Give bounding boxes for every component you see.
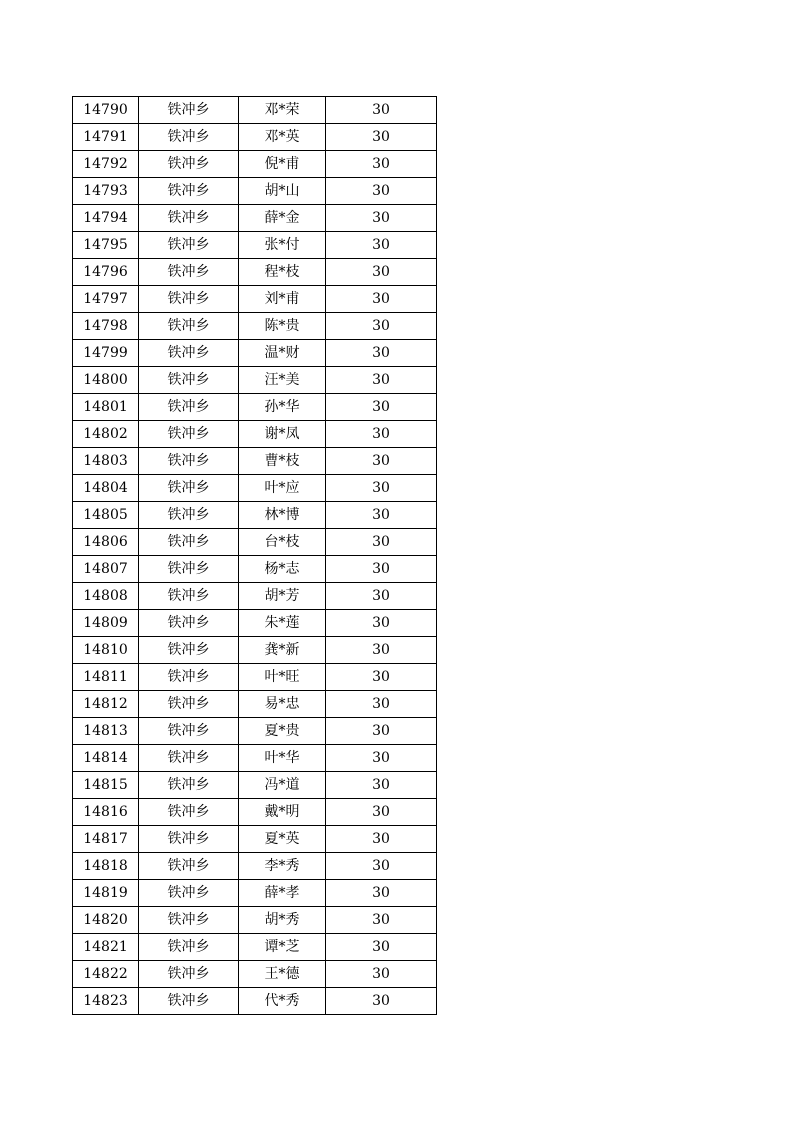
table-row: [73, 799, 437, 826]
cell-amount: 30: [326, 907, 437, 934]
cell-id: 14808: [73, 583, 139, 610]
table-row: [73, 556, 437, 583]
cell-id: 14801: [73, 394, 139, 421]
table-row: [73, 988, 437, 1015]
table-row: [73, 637, 437, 664]
cell-amount: 30: [326, 826, 437, 853]
cell-name: 王*德: [239, 961, 326, 988]
table-row: [73, 664, 437, 691]
cell-name: 杨*志: [239, 556, 326, 583]
cell-id: 14811: [73, 664, 139, 691]
table-body: [73, 97, 437, 1015]
cell-town: 铁冲乡: [139, 340, 239, 367]
cell-id: 14822: [73, 961, 139, 988]
table-row: [73, 772, 437, 799]
cell-id: 14815: [73, 772, 139, 799]
table-row: [73, 151, 437, 178]
cell-town: 铁冲乡: [139, 313, 239, 340]
cell-amount: 30: [326, 934, 437, 961]
cell-id: 14819: [73, 880, 139, 907]
table-row: [73, 286, 437, 313]
cell-name: 张*付: [239, 232, 326, 259]
cell-name: 叶*华: [239, 745, 326, 772]
cell-town: 铁冲乡: [139, 394, 239, 421]
cell-town: 铁冲乡: [139, 799, 239, 826]
table-row: [73, 880, 437, 907]
cell-name: 朱*莲: [239, 610, 326, 637]
table-row: [73, 745, 437, 772]
cell-amount: 30: [326, 178, 437, 205]
cell-id: 14800: [73, 367, 139, 394]
cell-town: 铁冲乡: [139, 124, 239, 151]
cell-amount: 30: [326, 97, 437, 124]
cell-name: 冯*道: [239, 772, 326, 799]
cell-id: 14796: [73, 259, 139, 286]
cell-town: 铁冲乡: [139, 178, 239, 205]
cell-id: 14813: [73, 718, 139, 745]
cell-town: 铁冲乡: [139, 718, 239, 745]
table-row: [73, 718, 437, 745]
table-row: [73, 421, 437, 448]
cell-name: 曹*枝: [239, 448, 326, 475]
cell-name: 戴*明: [239, 799, 326, 826]
cell-amount: 30: [326, 880, 437, 907]
cell-town: 铁冲乡: [139, 367, 239, 394]
cell-id: 14818: [73, 853, 139, 880]
cell-id: 14810: [73, 637, 139, 664]
cell-amount: 30: [326, 799, 437, 826]
table-row: [73, 232, 437, 259]
cell-name: 汪*美: [239, 367, 326, 394]
cell-id: 14805: [73, 502, 139, 529]
cell-id: 14821: [73, 934, 139, 961]
cell-amount: 30: [326, 205, 437, 232]
cell-id: 14803: [73, 448, 139, 475]
table-row: [73, 502, 437, 529]
cell-name: 倪*甫: [239, 151, 326, 178]
table-row: [73, 529, 437, 556]
cell-name: 谭*芝: [239, 934, 326, 961]
cell-id: 14797: [73, 286, 139, 313]
cell-town: 铁冲乡: [139, 205, 239, 232]
table-row: [73, 583, 437, 610]
cell-name: 孙*华: [239, 394, 326, 421]
cell-amount: 30: [326, 394, 437, 421]
cell-town: 铁冲乡: [139, 259, 239, 286]
cell-town: 铁冲乡: [139, 286, 239, 313]
cell-name: 陈*贵: [239, 313, 326, 340]
cell-id: 14793: [73, 178, 139, 205]
cell-amount: 30: [326, 556, 437, 583]
cell-name: 易*忠: [239, 691, 326, 718]
cell-town: 铁冲乡: [139, 880, 239, 907]
cell-town: 铁冲乡: [139, 502, 239, 529]
table-row: [73, 961, 437, 988]
cell-town: 铁冲乡: [139, 826, 239, 853]
cell-id: 14798: [73, 313, 139, 340]
cell-id: 14795: [73, 232, 139, 259]
cell-id: 14790: [73, 97, 139, 124]
cell-id: 14804: [73, 475, 139, 502]
cell-id: 14806: [73, 529, 139, 556]
table-row: [73, 205, 437, 232]
cell-town: 铁冲乡: [139, 232, 239, 259]
table-row: [73, 826, 437, 853]
cell-id: 14792: [73, 151, 139, 178]
table-row: [73, 691, 437, 718]
table-row: [73, 367, 437, 394]
cell-id: 14816: [73, 799, 139, 826]
cell-amount: 30: [326, 151, 437, 178]
cell-town: 铁冲乡: [139, 556, 239, 583]
cell-id: 14823: [73, 988, 139, 1015]
table-row: [73, 178, 437, 205]
cell-amount: 30: [326, 853, 437, 880]
table-row: [73, 394, 437, 421]
cell-id: 14794: [73, 205, 139, 232]
table-row: [73, 124, 437, 151]
cell-town: 铁冲乡: [139, 691, 239, 718]
cell-amount: 30: [326, 448, 437, 475]
table-row: [73, 97, 437, 124]
cell-amount: 30: [326, 502, 437, 529]
cell-name: 夏*贵: [239, 718, 326, 745]
cell-town: 铁冲乡: [139, 772, 239, 799]
cell-amount: 30: [326, 286, 437, 313]
cell-amount: 30: [326, 232, 437, 259]
cell-amount: 30: [326, 421, 437, 448]
cell-name: 台*枝: [239, 529, 326, 556]
cell-town: 铁冲乡: [139, 97, 239, 124]
cell-name: 温*财: [239, 340, 326, 367]
cell-amount: 30: [326, 637, 437, 664]
cell-name: 龚*新: [239, 637, 326, 664]
cell-town: 铁冲乡: [139, 637, 239, 664]
cell-town: 铁冲乡: [139, 907, 239, 934]
cell-amount: 30: [326, 475, 437, 502]
cell-amount: 30: [326, 583, 437, 610]
cell-town: 铁冲乡: [139, 745, 239, 772]
cell-town: 铁冲乡: [139, 988, 239, 1015]
cell-town: 铁冲乡: [139, 961, 239, 988]
table-row: [73, 907, 437, 934]
table-row: [73, 475, 437, 502]
cell-amount: 30: [326, 610, 437, 637]
cell-town: 铁冲乡: [139, 529, 239, 556]
cell-name: 薛*孝: [239, 880, 326, 907]
cell-town: 铁冲乡: [139, 448, 239, 475]
cell-amount: 30: [326, 745, 437, 772]
cell-name: 胡*秀: [239, 907, 326, 934]
cell-id: 14802: [73, 421, 139, 448]
cell-town: 铁冲乡: [139, 421, 239, 448]
cell-name: 代*秀: [239, 988, 326, 1015]
cell-town: 铁冲乡: [139, 664, 239, 691]
table-row: [73, 259, 437, 286]
cell-amount: 30: [326, 664, 437, 691]
table-row: [73, 448, 437, 475]
cell-amount: 30: [326, 313, 437, 340]
cell-amount: 30: [326, 367, 437, 394]
cell-name: 邓*英: [239, 124, 326, 151]
cell-name: 李*秀: [239, 853, 326, 880]
cell-name: 刘*甫: [239, 286, 326, 313]
cell-amount: 30: [326, 340, 437, 367]
cell-name: 夏*英: [239, 826, 326, 853]
cell-id: 14791: [73, 124, 139, 151]
cell-amount: 30: [326, 259, 437, 286]
cell-id: 14817: [73, 826, 139, 853]
cell-name: 叶*旺: [239, 664, 326, 691]
cell-name: 胡*芳: [239, 583, 326, 610]
cell-name: 谢*凤: [239, 421, 326, 448]
cell-id: 14807: [73, 556, 139, 583]
cell-amount: 30: [326, 691, 437, 718]
cell-id: 14799: [73, 340, 139, 367]
cell-town: 铁冲乡: [139, 151, 239, 178]
cell-town: 铁冲乡: [139, 475, 239, 502]
cell-name: 林*博: [239, 502, 326, 529]
cell-amount: 30: [326, 124, 437, 151]
cell-name: 胡*山: [239, 178, 326, 205]
data-table: [72, 96, 437, 1015]
table-row: [73, 853, 437, 880]
cell-id: 14809: [73, 610, 139, 637]
cell-amount: 30: [326, 529, 437, 556]
table-row: [73, 934, 437, 961]
cell-id: 14812: [73, 691, 139, 718]
cell-amount: 30: [326, 718, 437, 745]
cell-town: 铁冲乡: [139, 583, 239, 610]
cell-id: 14820: [73, 907, 139, 934]
table-row: [73, 313, 437, 340]
cell-town: 铁冲乡: [139, 853, 239, 880]
cell-name: 叶*应: [239, 475, 326, 502]
cell-town: 铁冲乡: [139, 934, 239, 961]
cell-name: 薛*金: [239, 205, 326, 232]
cell-name: 程*枝: [239, 259, 326, 286]
table-row: [73, 610, 437, 637]
cell-amount: 30: [326, 988, 437, 1015]
table-row: [73, 340, 437, 367]
cell-id: 14814: [73, 745, 139, 772]
cell-town: 铁冲乡: [139, 610, 239, 637]
cell-amount: 30: [326, 772, 437, 799]
cell-amount: 30: [326, 961, 437, 988]
cell-name: 邓*荣: [239, 97, 326, 124]
